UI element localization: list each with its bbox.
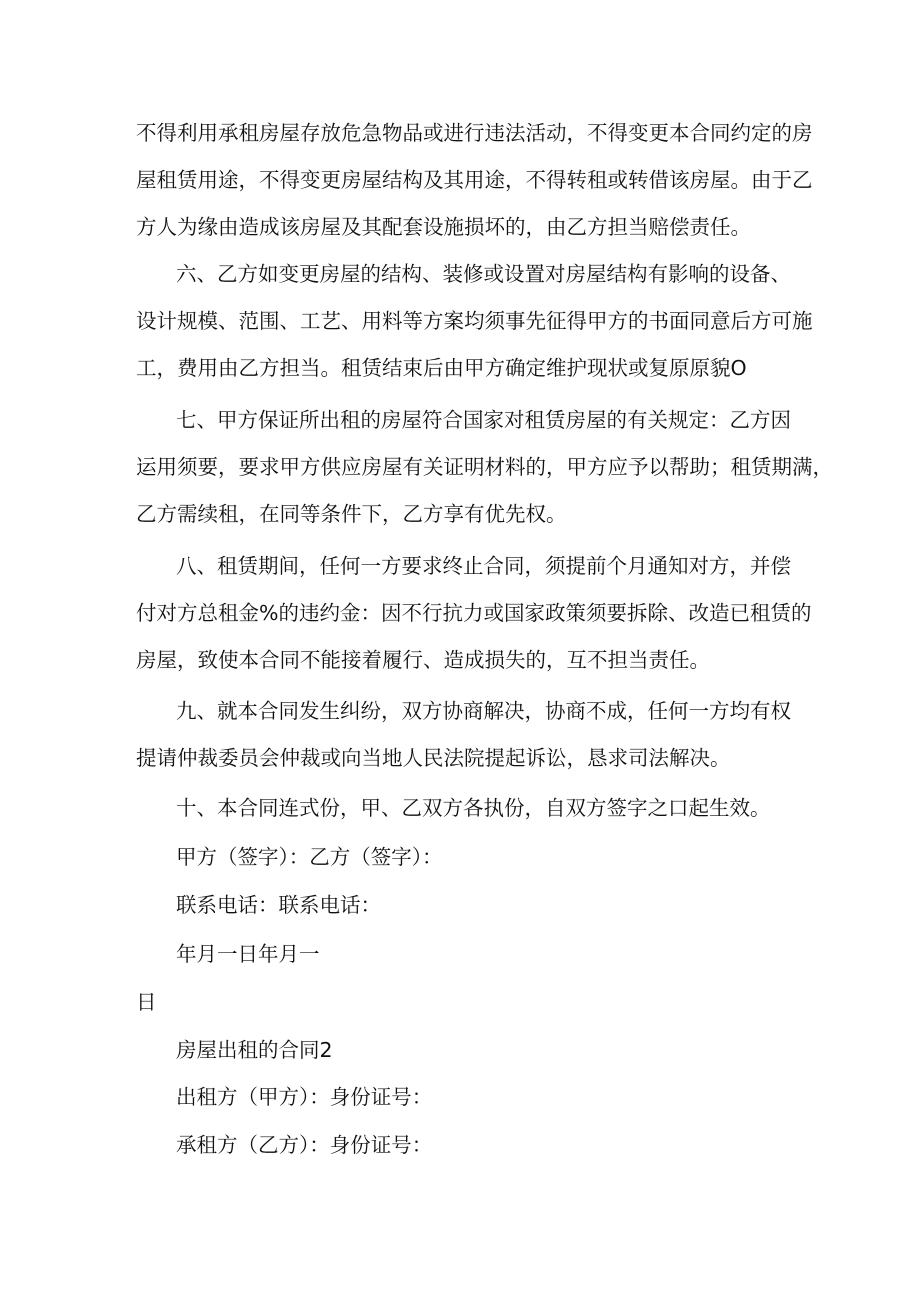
paragraph-10: 十、本合同连式份，甲、乙双方各执份，自双方签字之口起生效。 [176, 796, 771, 820]
text-line: 设计规模、范围、工艺、用料等方案均须事先征得甲方的书面同意后方可施 [136, 309, 813, 333]
signature-line: 甲方（签字）：乙方（签字）： [176, 845, 443, 869]
text-line: 工，费用由乙方担当。租赁结束后由甲方确定维护现状或复原原貌O [136, 356, 747, 380]
text-line: 房屋，致使本合同不能接着履行、造成损失的，互不担当责任。 [136, 648, 710, 672]
paragraph-9-start: 九、就本合同发生纠纷，双方协商解决，协商不成，任何一方均有权 [176, 699, 791, 723]
contract-title: 房屋出租的合同2 [176, 1038, 333, 1062]
paragraph-8-start: 八、租赁期间，任何一方要求终止合同，须提前个月通知对方，并偿 [176, 554, 791, 578]
date-line: 年月一日年月一 [176, 942, 320, 966]
text-line: 运用须要，要求甲方供应房屋有关证明材料的，甲方应予以帮助；租赁期满， [136, 455, 833, 479]
text-line: 付对方总租金%的违约金：因不行抗力或国家政策须要拆除、改造已租赁的 [136, 601, 812, 625]
text-line: 乙方需续租，在同等条件下，乙方享有优先权。 [136, 502, 567, 526]
text-line: 提请仲裁委员会仲裁或向当地人民法院提起诉讼，恳求司法解决。 [136, 746, 731, 770]
text-line: 不得利用承租房屋存放危急物品或进行违法活动，不得变更本合同约定的房 [136, 121, 813, 145]
lessee-line: 承租方（乙方）：身份证号： [176, 1133, 433, 1157]
phone-line: 联系电话：联系电话： [176, 893, 381, 917]
lessor-line: 出租方（甲方）：身份证号： [176, 1085, 433, 1109]
text-line: 屋租赁用途，不得变更房屋结构及其用途，不得转租或转借该房屋。由于乙 [136, 168, 813, 192]
date-line-end: 日 [136, 990, 157, 1014]
text-line: 方人为缘由造成该房屋及其配套设施损坏的，由乙方担当赔偿责任。 [136, 215, 751, 239]
paragraph-6-start: 六、乙方如变更房屋的结构、装修或设置对房屋结构有影响的设备、 [176, 262, 791, 286]
paragraph-7-start: 七、甲方保证所出租的房屋符合国家对租赁房屋的有关规定：乙方因 [176, 408, 791, 432]
